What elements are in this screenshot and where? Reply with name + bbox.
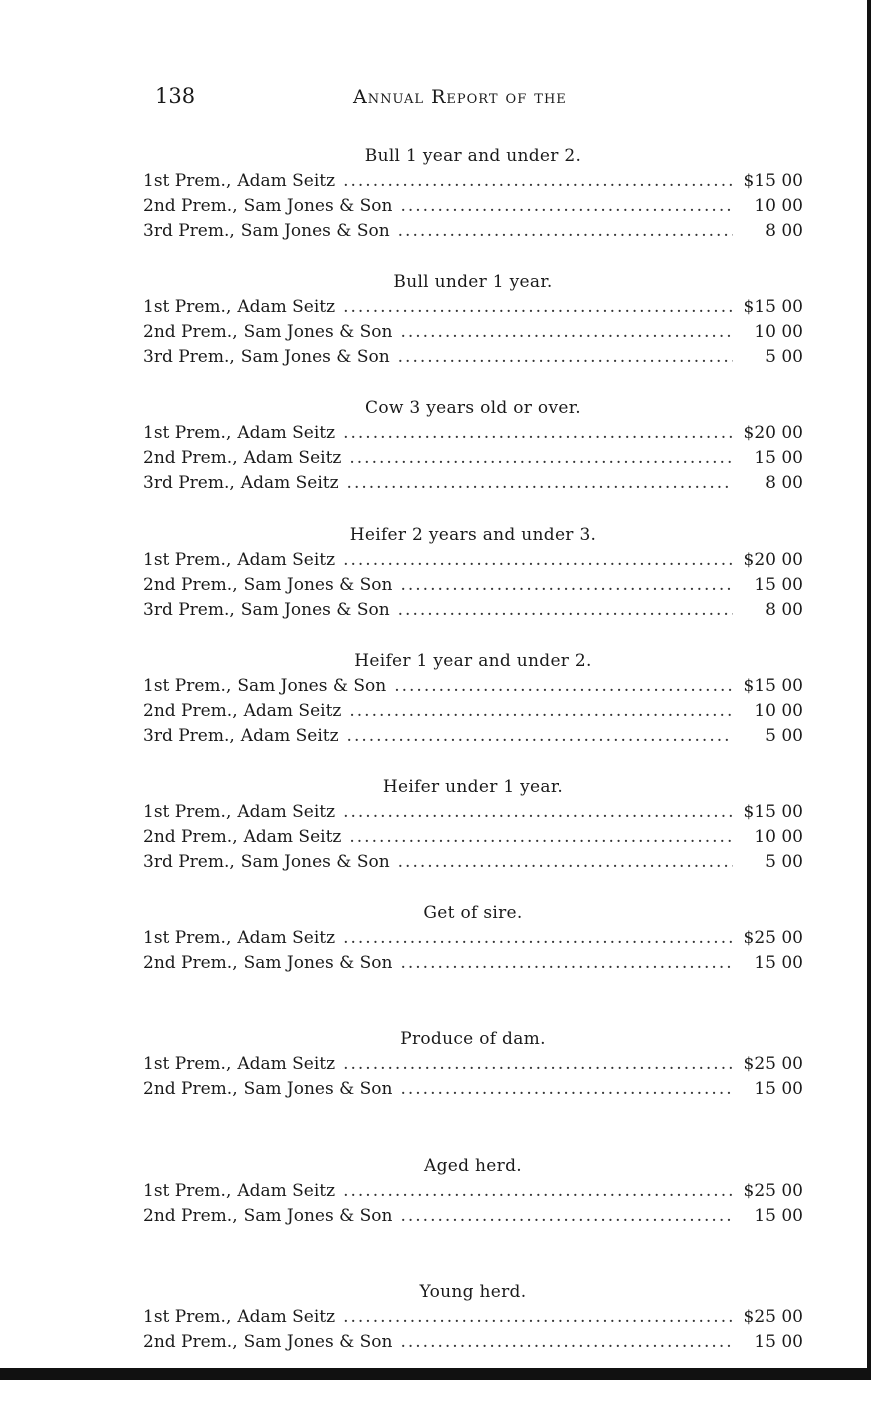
dot-leader [349, 446, 733, 471]
premium-entry [143, 1204, 803, 1229]
premium-entry [143, 471, 803, 496]
separator: , [232, 196, 238, 216]
dot-leader [349, 825, 733, 850]
premium-entry [143, 446, 803, 471]
dot-leader [343, 1052, 733, 1077]
prize-amount: 10 00 [754, 322, 803, 343]
exhibitor-name: Adam Seitz [240, 473, 339, 494]
section-title: Heifer under 1 year. [382, 776, 564, 797]
premium-entry [143, 800, 803, 825]
premium-entry [143, 194, 803, 219]
dot-leader [400, 1077, 733, 1102]
premium-entry [143, 548, 803, 573]
entry-list [143, 1179, 803, 1229]
scan-edge-right [867, 0, 871, 1380]
section-title: Cow 3 years old or over. [365, 398, 581, 419]
exhibitor-name: Sam Jones & Son [240, 347, 390, 368]
section-title: Get of sire. [423, 903, 523, 924]
separator: , [225, 549, 232, 570]
section-title: Aged herd. [424, 1155, 522, 1176]
prize-amount: $25 00 [743, 1054, 803, 1075]
prize-amount: 5 00 [765, 851, 803, 872]
dot-leader [398, 850, 733, 875]
separator: , [232, 953, 238, 974]
exhibitor-name: Adam Seitz [237, 549, 336, 570]
exhibitor-name: Adam Seitz [237, 423, 336, 444]
dot-leader [400, 573, 733, 598]
prize-amount: 8 00 [765, 221, 803, 241]
exhibitor-name: Adam Seitz [237, 171, 336, 191]
prize-amount: 8 00 [765, 473, 803, 494]
separator: , [225, 1306, 232, 1327]
entry-list [143, 926, 803, 976]
prize-amount: $15 00 [743, 801, 803, 822]
premium-section [143, 1026, 803, 1152]
page-number: 138 [155, 84, 196, 108]
exhibitor-name: Sam Jones & Son [240, 599, 390, 620]
premium-section [143, 143, 803, 269]
section-title: Bull 1 year and under 2. [364, 146, 582, 166]
prize-place: 2nd Prem. [143, 700, 233, 721]
exhibitor-name: Sam Jones & Son [243, 1331, 393, 1352]
exhibitor-name: Sam Jones & Son [243, 953, 393, 974]
premium-entry [143, 1052, 803, 1077]
entry-list [143, 421, 803, 496]
prize-amount: $25 00 [743, 928, 803, 949]
separator: , [225, 1180, 232, 1201]
dot-leader [343, 1305, 733, 1330]
premium-section [143, 522, 803, 648]
prize-place: 1st Prem. [143, 423, 226, 444]
prize-place: 2nd Prem. [143, 574, 233, 595]
prize-amount: 10 00 [754, 826, 803, 847]
exhibitor-name: Sam Jones & Son [243, 574, 393, 595]
premium-section [143, 900, 803, 1026]
prize-amount: 10 00 [754, 196, 803, 216]
entry-list [143, 1052, 803, 1102]
prize-place: 1st Prem. [143, 675, 226, 696]
dot-leader [398, 219, 733, 244]
prize-amount: $20 00 [743, 423, 803, 444]
separator: , [232, 1331, 238, 1352]
separator: , [225, 297, 232, 318]
section-title: Young herd. [419, 1281, 527, 1302]
dot-leader [347, 724, 733, 749]
prize-place: 3rd Prem. [143, 473, 230, 494]
separator: , [232, 448, 238, 469]
premium-list [143, 143, 803, 1405]
separator: , [229, 221, 235, 241]
prize-amount: 15 00 [754, 1205, 803, 1226]
premium-entry [143, 598, 803, 623]
separator: , [232, 1205, 238, 1226]
prize-place: 1st Prem. [143, 1306, 226, 1327]
prize-place: 1st Prem. [143, 801, 226, 822]
prize-place: 2nd Prem. [143, 953, 233, 974]
separator: , [229, 599, 235, 620]
premium-entry [143, 169, 803, 194]
separator: , [225, 928, 232, 949]
prize-place: 2nd Prem. [143, 1205, 233, 1226]
separator: , [229, 851, 235, 872]
prize-amount: $25 00 [743, 1306, 803, 1327]
dot-leader [343, 1179, 733, 1204]
separator: , [232, 700, 238, 721]
dot-leader [400, 1330, 733, 1355]
premium-section [143, 648, 803, 774]
premium-entry [143, 724, 803, 749]
prize-place: 1st Prem. [143, 1180, 226, 1201]
scan-edge-bottom [0, 1368, 871, 1380]
prize-place: 3rd Prem. [143, 347, 230, 368]
prize-place: 1st Prem. [143, 1054, 226, 1075]
prize-amount: $15 00 [743, 675, 803, 696]
page-header [155, 84, 800, 124]
entry-list [143, 1305, 803, 1355]
prize-place: 1st Prem. [143, 297, 226, 318]
prize-place: 2nd Prem. [143, 448, 233, 469]
separator: , [225, 1054, 232, 1075]
prize-place: 1st Prem. [143, 171, 226, 191]
dot-leader [347, 471, 733, 496]
prize-amount: 5 00 [765, 725, 803, 746]
exhibitor-name: Sam Jones & Son [243, 196, 393, 216]
prize-amount: $25 00 [743, 1180, 803, 1201]
exhibitor-name: Adam Seitz [240, 725, 339, 746]
exhibitor-name: Sam Jones & Son [243, 1205, 393, 1226]
separator: , [225, 801, 232, 822]
entry-list [143, 674, 803, 749]
prize-place: 3rd Prem. [143, 725, 230, 746]
prize-amount: 15 00 [754, 1331, 803, 1352]
premium-entry [143, 295, 803, 320]
dot-leader [398, 345, 733, 370]
exhibitor-name: Adam Seitz [237, 297, 336, 318]
premium-entry [143, 421, 803, 446]
prize-place: 3rd Prem. [143, 851, 230, 872]
exhibitor-name: Sam Jones & Son [243, 322, 393, 343]
section-title: Heifer 1 year and under 2. [354, 650, 592, 671]
prize-place: 1st Prem. [143, 928, 226, 949]
dot-leader [343, 926, 733, 951]
premium-section [143, 395, 803, 521]
premium-section [143, 1153, 803, 1279]
entry-list [143, 295, 803, 370]
dot-leader [349, 699, 733, 724]
premium-entry [143, 219, 803, 244]
entry-list [143, 800, 803, 875]
section-title: Bull under 1 year. [393, 272, 553, 293]
separator: , [225, 423, 232, 444]
premium-entry [143, 345, 803, 370]
section-title: Heifer 2 years and under 3. [349, 524, 597, 545]
premium-entry [143, 951, 803, 976]
exhibitor-name: Adam Seitz [243, 826, 342, 847]
exhibitor-name: Sam Jones & Son [237, 675, 387, 696]
prize-place: 1st Prem. [143, 549, 226, 570]
separator: , [232, 322, 238, 343]
prize-amount: 10 00 [754, 700, 803, 721]
exhibitor-name: Sam Jones & Son [240, 221, 390, 241]
prize-place: 2nd Prem. [143, 1331, 233, 1352]
premium-entry [143, 1305, 803, 1330]
dot-leader [343, 421, 733, 446]
section-title: Produce of dam. [400, 1029, 546, 1050]
exhibitor-name: Sam Jones & Son [240, 851, 390, 872]
dot-leader [400, 320, 733, 345]
premium-entry [143, 850, 803, 875]
dot-leader [398, 598, 733, 623]
prize-place: 3rd Prem. [143, 599, 230, 620]
prize-place: 2nd Prem. [143, 196, 233, 216]
prize-amount: 5 00 [765, 347, 803, 368]
prize-place: 2nd Prem. [143, 826, 233, 847]
dot-leader [394, 674, 733, 699]
prize-amount: $15 00 [743, 297, 803, 318]
dot-leader [400, 1204, 733, 1229]
premium-entry [143, 1077, 803, 1102]
prize-place: 2nd Prem. [143, 322, 233, 343]
dot-leader [343, 800, 733, 825]
premium-entry [143, 674, 803, 699]
exhibitor-name: Sam Jones & Son [243, 1079, 393, 1100]
separator: , [229, 347, 235, 368]
prize-amount: $20 00 [743, 549, 803, 570]
premium-entry [143, 320, 803, 345]
exhibitor-name: Adam Seitz [237, 1306, 336, 1327]
dot-leader [343, 295, 733, 320]
separator: , [225, 675, 232, 696]
prize-place: 3rd Prem. [143, 221, 230, 241]
dot-leader [400, 194, 733, 219]
exhibitor-name: Adam Seitz [243, 448, 342, 469]
exhibitor-name: Adam Seitz [237, 928, 336, 949]
premium-section [143, 269, 803, 395]
premium-entry [143, 825, 803, 850]
prize-amount: 15 00 [754, 1079, 803, 1100]
premium-section [143, 774, 803, 900]
prize-amount: 15 00 [754, 574, 803, 595]
prize-place: 2nd Prem. [143, 1079, 233, 1100]
premium-entry [143, 1179, 803, 1204]
entry-list [143, 169, 803, 244]
separator: , [229, 473, 235, 494]
exhibitor-name: Adam Seitz [237, 1180, 336, 1201]
prize-amount: 8 00 [765, 599, 803, 620]
separator: , [232, 574, 238, 595]
prize-amount: $15 00 [743, 171, 803, 191]
exhibitor-name: Adam Seitz [237, 801, 336, 822]
dot-leader [343, 548, 733, 573]
prize-amount: 15 00 [754, 953, 803, 974]
prize-amount: 15 00 [754, 448, 803, 469]
separator: , [232, 1079, 238, 1100]
dot-leader [343, 169, 733, 194]
entry-list [143, 548, 803, 623]
separator: , [232, 826, 238, 847]
premium-entry [143, 1330, 803, 1355]
premium-entry [143, 573, 803, 598]
separator: , [229, 725, 235, 746]
separator: , [225, 171, 232, 191]
premium-section [143, 1279, 803, 1405]
premium-entry [143, 699, 803, 724]
dot-leader [400, 951, 733, 976]
exhibitor-name: Adam Seitz [237, 1054, 336, 1075]
running-head: Annual Report of the [353, 86, 567, 108]
exhibitor-name: Adam Seitz [243, 700, 342, 721]
premium-entry [143, 926, 803, 951]
